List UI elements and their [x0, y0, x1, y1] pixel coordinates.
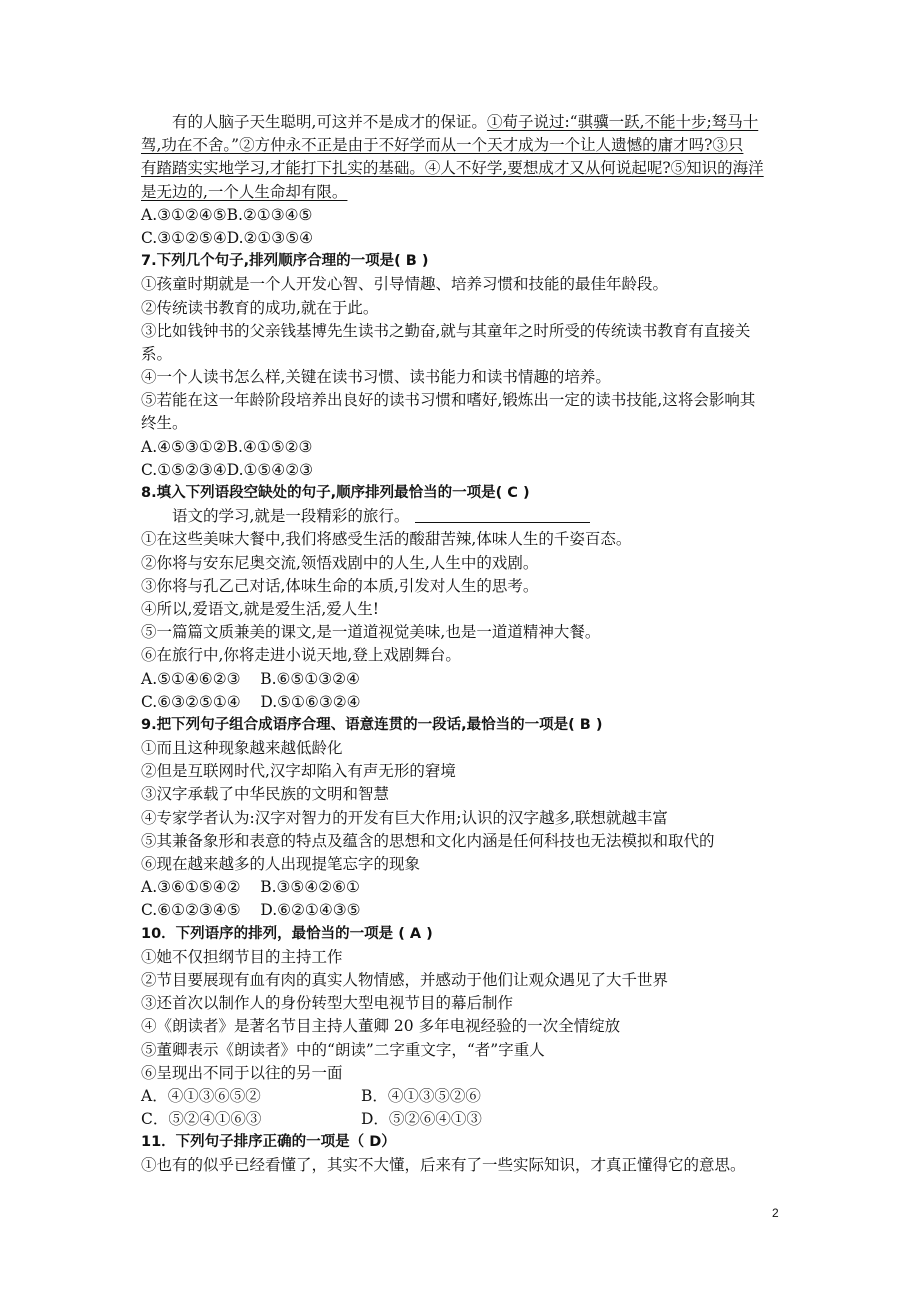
page-content	[141, 111, 786, 1178]
question-8-item: ①在这些美味大餐中,我们将感受生活的酸甜苦辣,体味人生的千姿百态。	[141, 530, 632, 549]
question-10-item: ④《朗读者》是著名节目主持人董卿 20 多年电视经验的一次全情绽放	[141, 1017, 621, 1036]
question-10-options	[141, 1108, 786, 1131]
question-9-options	[141, 876, 786, 899]
question-7-option: C.①⑤②③④D.①⑤④②③	[141, 460, 313, 479]
option-b: B．④①③⑤②⑥	[361, 1086, 481, 1105]
question-8-options	[141, 691, 786, 714]
intro-line: 驾,功在不舍。”②方仲永不正是由于不好学而从一个天才成为一个让人遗憾的庸才吗?③只	[141, 136, 744, 155]
question-8-lead	[141, 505, 786, 528]
intro-option: C.③①②⑤④D.②①③⑤④	[141, 228, 313, 247]
question-10-item: ②节目要展现有血有肉的真实人物情感，并感动于他们让观众遇见了大千世界	[141, 970, 669, 989]
question-10-item: ⑤董卿表示《朗读者》中的“朗读”二字重文字，“者”字重人	[141, 1040, 545, 1059]
question-8-item: ⑤一篇篇文质兼美的课文,是一道道视觉美味,也是一道道精神大餐。	[141, 623, 601, 642]
question-8-item: ⑥在旅行中,你将走进小说天地,登上戏剧舞台。	[141, 646, 461, 665]
question-8-lead-text: 语文的学习,就是一段精彩的旅行。	[172, 507, 410, 526]
question-11-item: ①也有的似乎已经看懂了，其实不大懂，后来有了一些实际知识，才真正懂得它的意思。	[141, 1156, 746, 1175]
question-7-title: 7.下列几个句子,排列顺序合理的一项是( B )	[141, 253, 429, 270]
intro-text: 有的人脑子天生聪明,可这并不是成才的保证。	[172, 113, 487, 131]
question-9-item: ⑤其兼备象形和表意的特点及蕴含的思想和文化内涵是任何科技也无法模拟和取代的	[141, 831, 715, 850]
question-10-item: ⑥呈现出不同于以往的另一面	[141, 1063, 343, 1082]
question-7-item: ①孩童时期就是一个人开发心智、引导情趣、培养习惯和技能的最佳年龄段。	[141, 275, 669, 294]
intro-line: 有踏踏实实地学习,才能打下扎实的基础。④人不好学,要想成才又从何说起呢?⑤知识的海洋	[141, 159, 764, 178]
question-8-item: ④所以,爱语文,就是爱生活,爱人生!	[141, 599, 380, 618]
question-9-item: ⑥现在越来越多的人出现提笔忘字的现象	[141, 855, 421, 873]
question-10-title: 10．下列语序的排列，最恰当的一项是 ( A )	[141, 925, 433, 942]
option-a: A.③⑥①⑤④②	[141, 878, 241, 897]
option-b: B.③⑤④②⑥①	[260, 878, 360, 897]
intro-underlined-text: ①荀子说过:“骐骥一跃,不能十步;驽马十	[486, 113, 759, 131]
question-7-item: ④一个人读书怎么样,关键在读书习惯、读书能力和读书情趣的培养。	[141, 368, 611, 387]
intro-line: 是无边的,一个人生命却有限。	[141, 182, 348, 201]
question-10-item: ③还首次以制作人的身份转型大型电视节目的幕后制作	[141, 994, 514, 1013]
option-d: D.⑤①⑥③②④	[260, 692, 361, 711]
question-7-item: ③比如钱钟书的父亲钱基博先生读书之勤奋,就与其童年之时所受的传统读书教育有直接关	[141, 321, 751, 340]
question-9-item: ①而且这种现象越来越低龄化	[141, 739, 343, 758]
question-8-item: ②你将与安东尼奥交流,领悟戏剧中的人生,人生中的戏剧。	[141, 553, 539, 572]
option-a: A.⑤①④⑥②③	[141, 669, 241, 688]
question-8-options	[141, 668, 786, 691]
intro-line	[141, 111, 786, 134]
question-7-item: 终生。	[141, 414, 188, 433]
option-c: C.⑥①②③④⑤	[141, 901, 241, 920]
question-9-item: ③汉字承载了中华民族的文明和智慧	[141, 785, 390, 804]
option-b: B.⑥⑤①③②④	[260, 669, 360, 688]
question-9-options	[141, 899, 786, 922]
question-9-title: 9.把下列句子组合成语序合理、语意连贯的一段话,最恰当的一项是( B )	[141, 716, 603, 733]
intro-option: A.③①②④⑤B.②①③④⑤	[141, 205, 313, 224]
question-8-title: 8.填入下列语段空缺处的句子,顺序排列最恰当的一项是( C )	[141, 485, 530, 501]
question-9-item: ④专家学者认为:汉字对智力的开发有巨大作用;认识的汉字越多,联想就越丰富	[141, 808, 668, 827]
option-d: D．⑤②⑥④①③	[361, 1110, 482, 1129]
question-11-title: 11．下列句子排序正确的一项是（ D）	[141, 1134, 396, 1151]
option-d: D.⑥②①④③⑤	[260, 901, 361, 920]
question-7-option: A.④⑤③①②B.④①⑤②③	[141, 437, 313, 456]
question-9-item: ②但是互联网时代,汉字却陷入有声无形的窘境	[141, 762, 456, 781]
answer-blank	[415, 507, 590, 523]
question-8-item: ③你将与孔乙己对话,体味生命的本质,引发对人生的思考。	[141, 576, 539, 595]
option-c: C．⑤②④①⑥③	[141, 1110, 262, 1129]
option-a: A．④①③⑥⑤②	[141, 1086, 261, 1105]
question-7-item: ②传统读书教育的成功,就在于此。	[141, 298, 379, 317]
question-7-item: 系。	[141, 344, 173, 363]
option-c: C.⑥③②⑤①④	[141, 692, 241, 711]
question-10-options	[141, 1085, 786, 1108]
page-number: 2	[772, 1206, 779, 1220]
question-7-item: ⑤若能在这一年龄阶段培养出良好的读书习惯和嗜好,锻炼出一定的读书技能,这将会影响其	[141, 391, 756, 410]
question-10-item: ①她不仅担纲节目的主持工作	[141, 947, 343, 966]
